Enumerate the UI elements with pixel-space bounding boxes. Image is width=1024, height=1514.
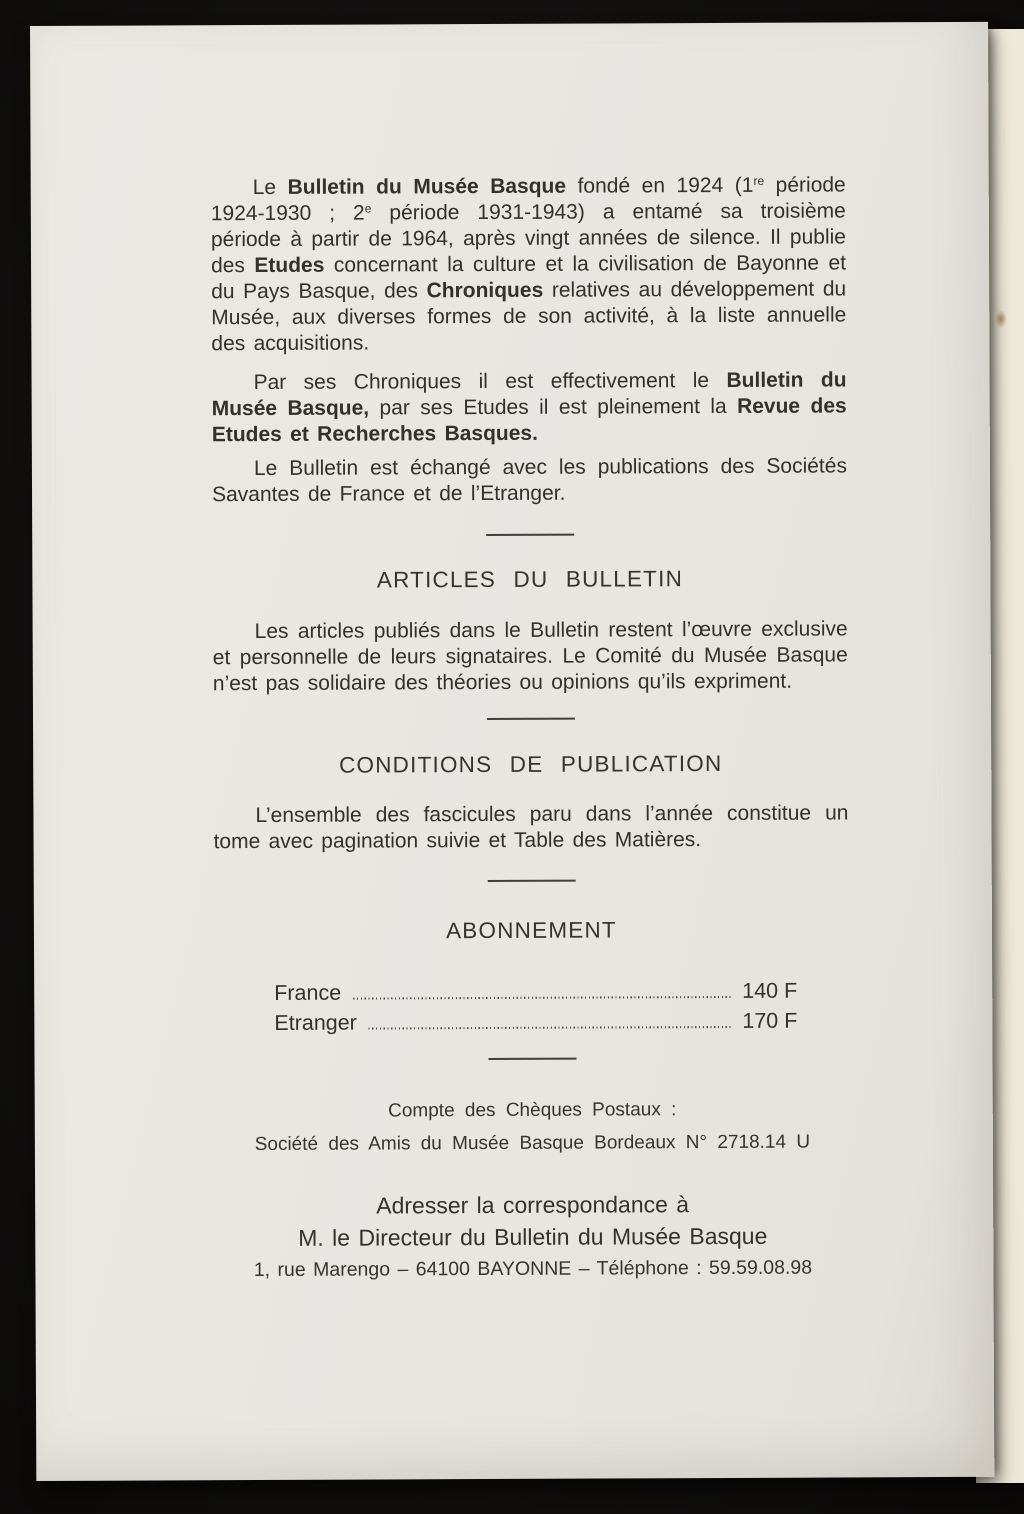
- text-segment: par ses Etudes il est pleinement la: [369, 394, 738, 420]
- section-divider: [487, 880, 575, 882]
- dotted-leader: [369, 1026, 733, 1030]
- text-segment: relatives au développement du Musée, aux diverses formes de son activité, à la liste annuelle des acquisitions.: [211, 277, 847, 356]
- dotted-leader: [353, 996, 732, 1000]
- price-value: 170 F: [742, 1008, 798, 1033]
- price-label: Etranger: [274, 1010, 357, 1035]
- conditions-heading: CONDITIONS DE PUBLICATION: [338, 750, 723, 778]
- section-divider: [487, 718, 575, 720]
- articles-paragraph: Les articles publiés dans le Bulletin restent l’œuvre exclusive et personnelle de leurs signataires. Le Comité du Musée Basque n’est pas solidaire des théories ou opinions qu’ils expriment.: [212, 617, 848, 696]
- bold-segment: Bulletin du Musée Basque: [287, 174, 567, 199]
- text-segment: période 1931-1943) a entamé sa troisième période à partir de 1964, après vingt années de silence. Il publie des: [210, 199, 846, 278]
- intro-paragraph-3: Le Bulletin est échangé avec les publications des Sociétés Savantes de France et de l’Etranger.: [211, 454, 847, 507]
- bold-segment: Revue des Etudes et Recherches Basques.: [211, 394, 847, 447]
- price-row-etranger: [274, 1005, 797, 1037]
- bold-segment: Chroniques: [426, 278, 544, 303]
- price-label: France: [274, 980, 342, 1005]
- cheques-title: Compte des Chèques Postaux :: [388, 1099, 677, 1122]
- correspondence-recipient: M. le Directeur du Bulletin du Musée Basque: [298, 1222, 768, 1251]
- text-segment: Le: [252, 175, 288, 200]
- text-segment: fondé en 1924 (1: [565, 173, 754, 198]
- superscript-segment: re: [753, 173, 765, 188]
- price-value: 140 F: [742, 978, 798, 1003]
- section-divider: [486, 534, 574, 536]
- articles-heading: ARTICLES DU BULLETIN: [376, 566, 684, 593]
- page-content: [30, 22, 993, 1282]
- intro-paragraph-1: [211, 172, 847, 357]
- conditions-paragraph: L’ensemble des fascicules paru dans l’année constitue un tome avec pagination suivie et Table des Matières.: [213, 801, 849, 854]
- price-row-france: [274, 975, 797, 1007]
- text-segment: Par ses Chroniques il est effectivement le: [253, 368, 727, 395]
- bold-segment: Etudes: [254, 253, 325, 278]
- abonnement-heading: ABONNEMENT: [446, 917, 617, 944]
- subscription-prices: [214, 974, 849, 1037]
- paper-stain: [995, 310, 1007, 328]
- superscript-segment: e: [364, 201, 372, 216]
- cheques-account: Société des Amis du Musée Basque Bordeaux N° 2718.14 U: [254, 1131, 811, 1156]
- text-segment: période 1924-1930 ; 2: [210, 173, 846, 226]
- bold-segment: Bulletin du Musée Basque,: [211, 368, 847, 421]
- intro-paragraph-2: [212, 367, 847, 448]
- text-segment: concernant la culture et la civilisation de Bayonne et du Pays Basque, des: [211, 251, 847, 304]
- section-divider: [488, 1058, 576, 1060]
- address-phone-line: 1, rue Marengo – 64100 BAYONNE – Téléphone : 59.59.08.98: [253, 1256, 813, 1282]
- bulletin-info-page: [30, 22, 994, 1481]
- correspondence-intro: Adresser la correspondance à: [376, 1191, 690, 1219]
